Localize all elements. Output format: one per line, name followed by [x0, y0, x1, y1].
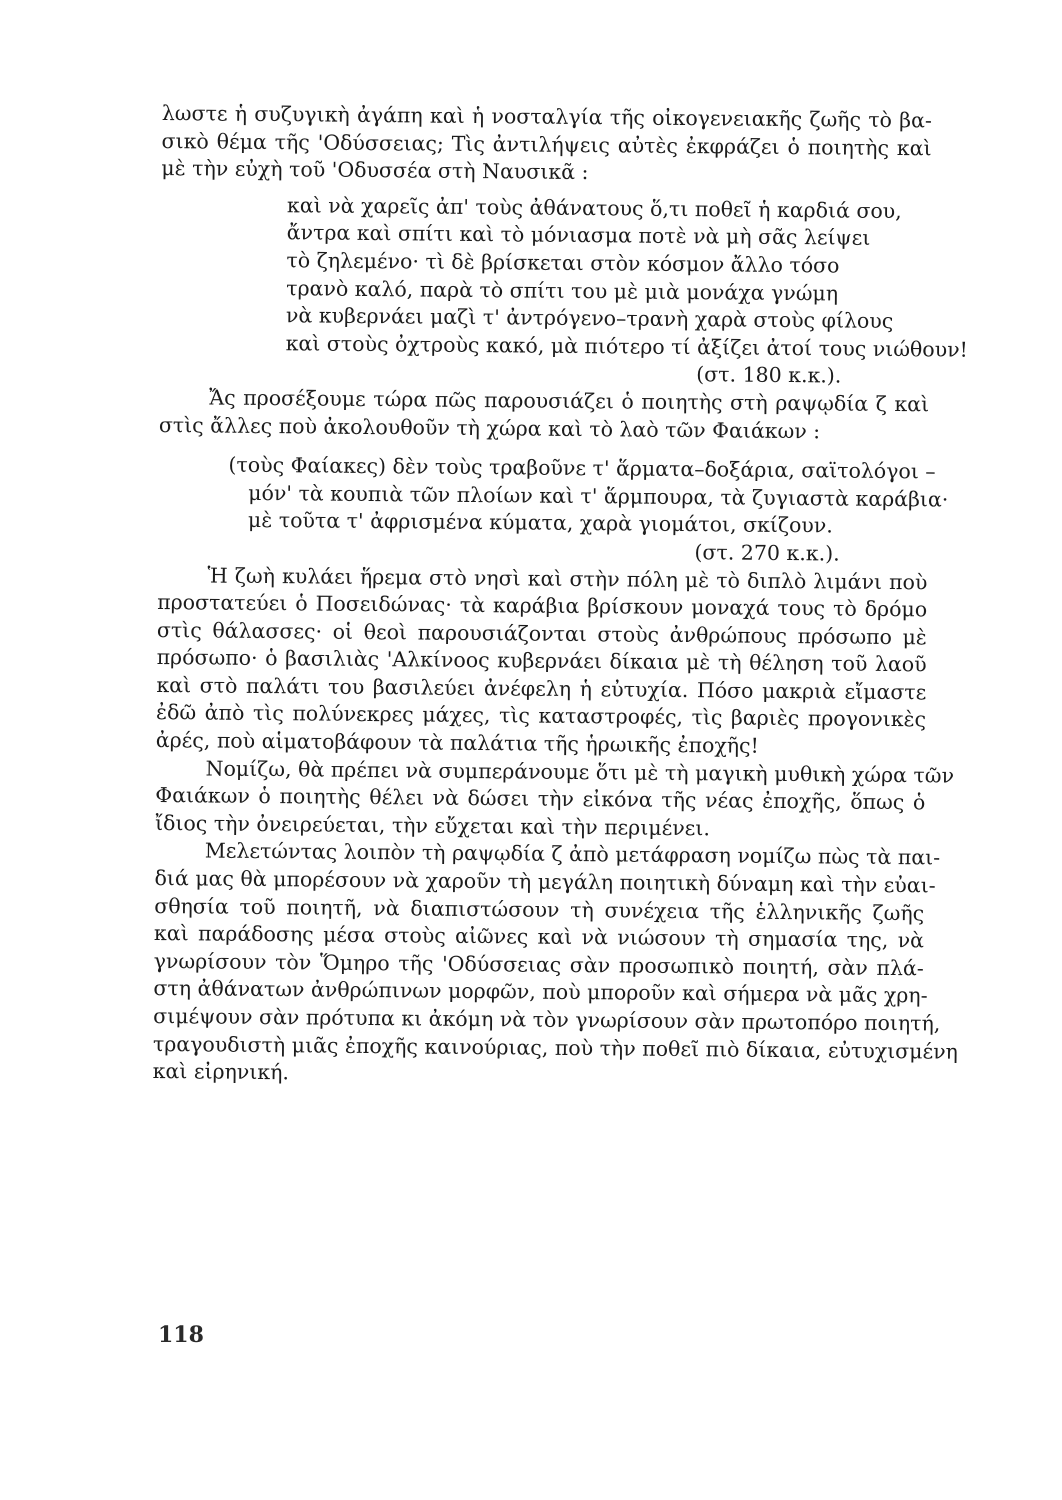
verse-line: (τοὺς Φαίακες) δὲν τοὺς τραβοῦνε τ' ἅρματα–δοξάρια, σαϊτολόγοι – [228, 452, 936, 484]
text-body [152, 100, 968, 1093]
text-line: Νομίζω, θὰ πρέπει νὰ συμπεράνουμε ὅτι μὲ τὴ μαγικὴ μυθικὴ χώρα τῶν [205, 756, 955, 788]
text-line: διά μας θὰ μπορέσουν νὰ χαροῦν τὴ μεγάλη ποιητικὴ δύναμη καὶ τὴν εὐαι- [154, 865, 936, 898]
text-line: γνωρίσουν τὸν Ὅμηρο τῆς 'Οδύσσειας σὰν προσωπικὸ ποιητή, σὰν πλά- [153, 948, 924, 981]
text-line: Μελετώντας λοιπὸν τὴ ραψῳδία ζ ἀπὸ μετάφραση νομίζω πὼς τὰ παι- [204, 838, 941, 870]
text-line: καὶ εἰρηνική. [152, 1059, 290, 1085]
verse-line: μόν' τὰ κουπιὰ τῶν πλοίων καὶ τ' ἅρμπουρα, τὰ ζυγιαστὰ καράβια· [248, 480, 949, 512]
text-line: λωστε ἡ συζυγικὴ ἀγάπη καὶ ἡ νοσταλγία τῆς οἰκογενειακῆς ζωῆς τὸ βα- [161, 100, 932, 133]
text-line: ἐδῶ ἀπὸ τὶς πολύνεκρες μάχες, τὶς καταστροφές, τὶς βαριὲς προγονικὲς [156, 700, 927, 732]
text-line: πρόσωπο· ὁ βασιλιὰς 'Αλκίνοος κυβερνάει δίκαια μὲ τὴ θέληση τοῦ λαοῦ [156, 645, 927, 677]
text-line: στὶς θάλασσες· οἱ θεοὶ παρουσιάζονται στοὺς ἀνθρώπους πρόσωπο μὲ [156, 617, 927, 650]
text-line: Ἄς προσέξουμε τώρα πῶς παρουσιάζει ὁ ποιητὴς στὴ ραψῳδία ζ καὶ [209, 385, 930, 417]
verse-line: καὶ στοὺς ὀχτροὺς κακό, μὰ πιότερο τί ἀξίζει ἀτοί τους νιώθουν! [285, 330, 968, 362]
text-line: ἴδιος τὴν ὀνειρεύεται, τὴν εὔχεται καὶ τὴν περιμένει. [154, 810, 711, 841]
text-line: ἀρές, ποὺ αἱματοβάφουν τὰ παλάτια τῆς ἡρωικῆς ἐποχῆς! [155, 728, 759, 758]
citation-2: (στ. 270 κ.κ.). [694, 540, 840, 566]
verse-line: τὸ ζηλεμένο· τὶ δὲ βρίσκεται στὸν κόσμον ἄλλο τόσο [286, 248, 840, 278]
text-line: προστατεύει ὁ Ποσειδώνας· τὰ καράβια βρίσκουν μοναχά τους τὸ δρόμο [157, 590, 928, 622]
paragraph-5 [152, 837, 959, 1093]
text-line: Φαιάκων ὁ ποιητὴς θέλει νὰ δώσει τὴν εἰκόνα τῆς νέας ἐποχῆς, ὅπως ὁ [155, 783, 926, 815]
text-line: σιμέψουν σὰν πρότυπα κι ἀκόμη νὰ τὸν γνωρίσουν σὰν πρωτοπόρο ποιητή, [153, 1003, 941, 1036]
paragraph-3 [156, 561, 928, 762]
text-line: στὶς ἄλλες ποὺ ἀκολουθοῦν τὴ χώρα καὶ τὸ λαὸ τῶν Φαιάκων : [158, 412, 821, 443]
verse-line: μὲ τοῦτα τ' ἀφρισμένα κύματα, χαρὰ γιομάτοι, σκίζουν. [247, 508, 833, 538]
verse-line: νὰ κυβερνάει μαζὶ τ' ἀντρόγενο–τρανὴ χαρὰ στοὺς φίλους [285, 303, 894, 334]
verse-quote-2 [158, 451, 949, 541]
page-number: 118 [158, 1322, 204, 1348]
text-line: καὶ παράδοσης μέσα στοὺς αἰῶνες καὶ νὰ νιώσουν τὴ σημασία της, νὰ [153, 921, 925, 953]
paragraph-2 [159, 384, 929, 447]
text-line: μὲ τὴν εὐχὴ τοῦ 'Οδυσσέα στὴ Ναυσικᾶ : [161, 156, 589, 185]
text-line: σθησία τοῦ ποιητῆ, νὰ διαπιστώσουν τὴ συνέχεια τῆς ἑλληνικῆς ζωῆς [154, 893, 925, 925]
text-line: Ἡ ζωὴ κυλάει ἥρεμα στὸ νησὶ καὶ στὴν πόλη μὲ τὸ διπλὸ λιμάνι ποὺ [207, 562, 928, 594]
verse-line: τρανὸ καλό, παρὰ τὸ σπίτι του μὲ μιὰ μονάχα γνώμη [286, 275, 839, 306]
verse-quote-1 [160, 191, 968, 364]
text-line: σικὸ θέμα τῆς 'Οδύσσειας; Τὶς ἀντιλήψεις αὐτὲς ἐκφράζει ὁ ποιητὴς καὶ [161, 128, 932, 160]
verse-line: ἄντρα καὶ σπίτι καὶ τὸ μόνιασμα ποτὲ νὰ μὴ σᾶς λείψει [286, 220, 871, 251]
paragraph-4 [154, 755, 955, 845]
verse-line: καὶ νὰ χαρεῖς ἀπ' τοὺς ἀθάνατους ὅ,τι ποθεῖ ἡ καρδιά σου, [286, 192, 902, 223]
text-line: στη ἀθάνατων ἀνθρώπινων μορφῶν, ποὺ μποροῦν καὶ σήμερα νὰ μᾶς χρη- [153, 976, 928, 1008]
text-line: τραγουδιστὴ μιᾶς ἐποχῆς καινούριας, ποὺ τὴν ποθεῖ πιὸ δίκαια, εὐτυχισμένη [152, 1031, 959, 1064]
citation-1: (στ. 180 κ.κ.). [696, 362, 842, 388]
text-line: καὶ στὸ παλάτι του βασιλεύει ἀνέφελη ἡ εὐτυχία. Πόσο μακριὰ εἴμαστε [156, 672, 927, 705]
paragraph-1 [161, 100, 932, 190]
